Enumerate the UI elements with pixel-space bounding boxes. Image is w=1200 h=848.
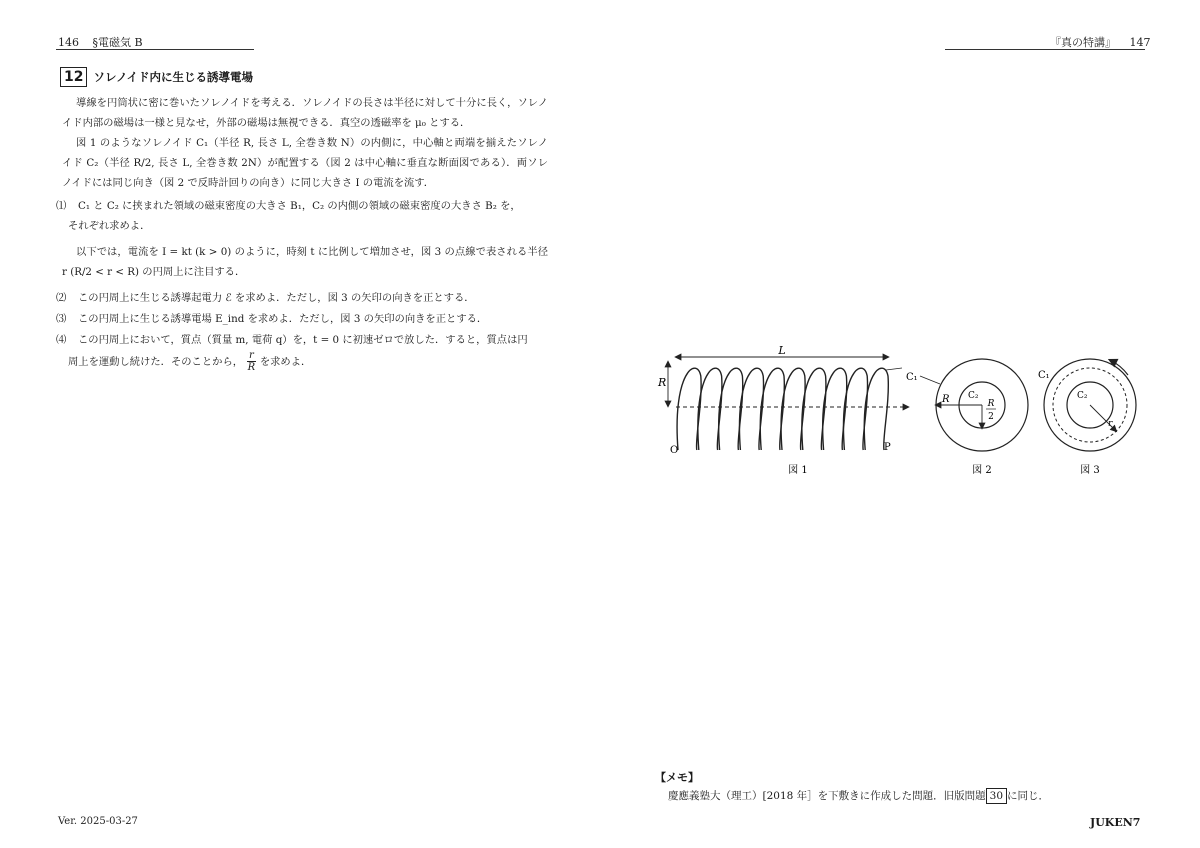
problem-heading [60, 67, 253, 87]
fraction-r-over-R [247, 350, 256, 373]
question-3-text: この円周上に生じる誘導電場 E_ind を求めよ．ただし，図 3 の矢印の向きを正とする． [78, 313, 488, 325]
middle-paragraph: 以下では，電流を I = kt (k > 0) のように，時刻 t に比例して増加させ，図 3 の点線で表される半径 r (R/2 < r < R) の円周上に注目する． [62, 246, 548, 278]
figure-1-label-O: O [670, 445, 679, 456]
figure-3-cross-section [1038, 359, 1136, 451]
figure-1-caption: 図 1 [788, 465, 808, 476]
rotation-arrow-icon [1110, 360, 1128, 375]
figure-1-coils [677, 368, 888, 450]
figure-3-caption: 図 3 [1080, 465, 1100, 476]
intro-paragraph-2: 図 1 のようなソレノイド C₁（半径 R, 長さ L, 全巻き数 N）の内側に，中心軸と両端を揃えたソレノイド C₂（半径 R/2, 長さ L, 全巻き数 2N）が配置する（図 2 は中心軸に垂直な断面図である）．両ソレノイドには同じ向き（図 2 で反時計回りの向き）に同じ大きさ I の電流を流す． [62, 137, 548, 189]
question-4-text-2b: を求めよ． [259, 355, 312, 368]
question-4 [56, 330, 548, 373]
question-4-text-2a: 周上を運動し続けた．そのことから， [68, 355, 244, 368]
figure-1-label-L: L [778, 344, 786, 357]
question-2-text: この円周上に生じる誘導起電力 ℰ を求めよ．ただし，図 3 の矢印の向きを正とする． [78, 292, 475, 304]
figure-2-label-C2: C₂ [968, 391, 979, 401]
problem-number: 12 [60, 67, 87, 87]
figure-1-label-C1: C₁ [906, 372, 918, 383]
fraction-denominator: R [247, 362, 256, 373]
figures-svg [650, 340, 1150, 490]
question-1-text-cont: それぞれ求めよ． [68, 220, 151, 232]
header-rule-left [56, 49, 254, 50]
question-4-text: この円周上において，質点（質量 m, 電荷 q）を，t = 0 に初速ゼロで放した．すると，質点は円 [78, 334, 528, 346]
page-number-right: 147 [1129, 36, 1151, 49]
memo-text-after: に同じ． [1007, 790, 1050, 802]
figure-1-solenoid [657, 344, 940, 456]
header-right [1050, 34, 1151, 50]
figure-3-label-C1: C₁ [1038, 370, 1050, 381]
book-title: 『真の特講』 [1050, 36, 1116, 49]
header-rule-right [945, 49, 1145, 50]
question-3 [56, 309, 548, 329]
figure-2-label-half-den: 2 [988, 412, 994, 422]
figure-1-label-R: R [658, 376, 667, 389]
figure-1-label-P: P [884, 442, 891, 453]
figure-2-cross-section [936, 359, 1028, 451]
figure-2-label-R: R [942, 394, 950, 405]
figure-2-caption: 図 2 [972, 465, 992, 476]
header-left [58, 34, 143, 50]
question-4-number: ⑷ [56, 334, 67, 346]
question-2 [56, 288, 548, 308]
question-2-number: ⑵ [56, 292, 67, 304]
question-1-text: C₁ と C₂ に挟まれた領域の磁束密度の大きさ B₁，C₂ の内側の領域の磁束密度の大きさ B₂ を， [78, 200, 521, 212]
question-1 [56, 196, 548, 236]
memo-text-before: 慶應義塾大（理工）[2018 年］を下敷きに作成した問題．旧版問題 [668, 790, 986, 802]
problem-title: ソレノイド内に生じる誘導電場 [93, 70, 253, 84]
intro-paragraph-1: 導線を円筒状に密に巻いたソレノイドを考える．ソレノイドの長さは半径に対して十分に長く，ソレノイド内部の磁場は一様と見なせ，外部の磁場は無視できる．真空の透磁率を μ₀ とする． [62, 97, 548, 129]
version-label: Ver. 2025-03-27 [58, 816, 138, 827]
figure-2-label-half-num: R [987, 399, 995, 409]
section-title: §電磁気 B [92, 36, 143, 49]
memo-body [668, 788, 1049, 804]
brand-label: JUKEN7 [1090, 816, 1141, 829]
question-1-number: ⑴ [56, 200, 67, 212]
memo-title: 【メモ】 [655, 771, 699, 784]
figure-3-label-r: r [1108, 419, 1113, 429]
question-4-text-cont [56, 350, 548, 373]
memo-box-number: 30 [986, 788, 1007, 804]
page-number-left: 146 [58, 36, 79, 49]
question-3-number: ⑶ [56, 313, 67, 325]
fraction-numerator: r [249, 350, 254, 361]
figure-3-label-C2: C₂ [1077, 391, 1088, 401]
